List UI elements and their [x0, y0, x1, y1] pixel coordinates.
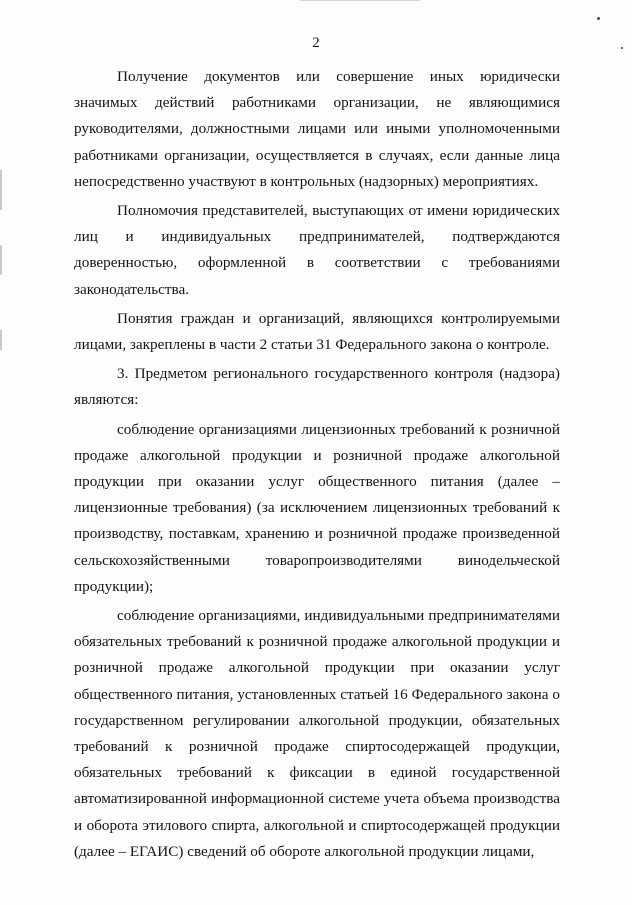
paragraph-control-subject: 3. Предметом регионального государственного контроля (надзора) являются: [74, 365, 560, 409]
scan-edge-mark [0, 170, 2, 210]
scan-edge-mark [0, 330, 2, 350]
page-number: 2 [312, 35, 320, 51]
paragraph-controlled-persons: Понятия граждан и организаций, являющихся контролируемыми лицами, закреплены в части 2 статьи 31 Федерального закона о контроле. [74, 309, 560, 354]
paragraph-documents-receipt: Получение документов или совершение иных юридически значимых действий работниками организации, не являющимися руководителями, должностными лицами или иными уполномоченными работниками организации, осуществляется в случаях, если данные лица непосредственно участвуют в контрольных (надзорных) мероприятиях. [74, 68, 560, 190]
paragraph-license-requirements: соблюдение организациями лицензионных требований к розничной продаже алкогольной продукции и розничной продаже алкогольной продукции при оказании услуг общественного питания (далее – лицензионные требования) (за исключением лицензионных требований к производству, поставкам, хранению и розничной продаже произведенной сельскохозяйственными товаропроизводителями винодельческой продукции); [74, 420, 560, 595]
scan-dot [597, 17, 600, 20]
paragraph-representatives-powers: Полномочия представителей, выступающих от имени юридических лиц и индивидуальных предпринимателей, подтверждаются доверенностью, оформленной в соответствии с требованиями законодательства. [74, 202, 560, 298]
paragraph-mandatory-requirements: соблюдение организациями, индивидуальными предпринимателями обязательных требований к розничной продаже алкогольной продукции и розничной продаже алкогольной продукции при оказании услуг общественного питания, установленных статьей 16 Федерального закона о государственном регулировании алкогольной продукции, обязательных требований к розничной продаже спиртосодержащей продукции, обязательных требований к фиксации в единой государственной автоматизированной информационной системе учета объема производства и оборота этилового спирта, алкогольной и спиртосодержащей продукции (далее – ЕГАИС) сведений об обороте алкогольной продукции лицами, [74, 607, 560, 860]
scan-top-mark [300, 0, 420, 1]
scan-edge-mark [0, 245, 2, 275]
document-body [74, 64, 560, 865]
